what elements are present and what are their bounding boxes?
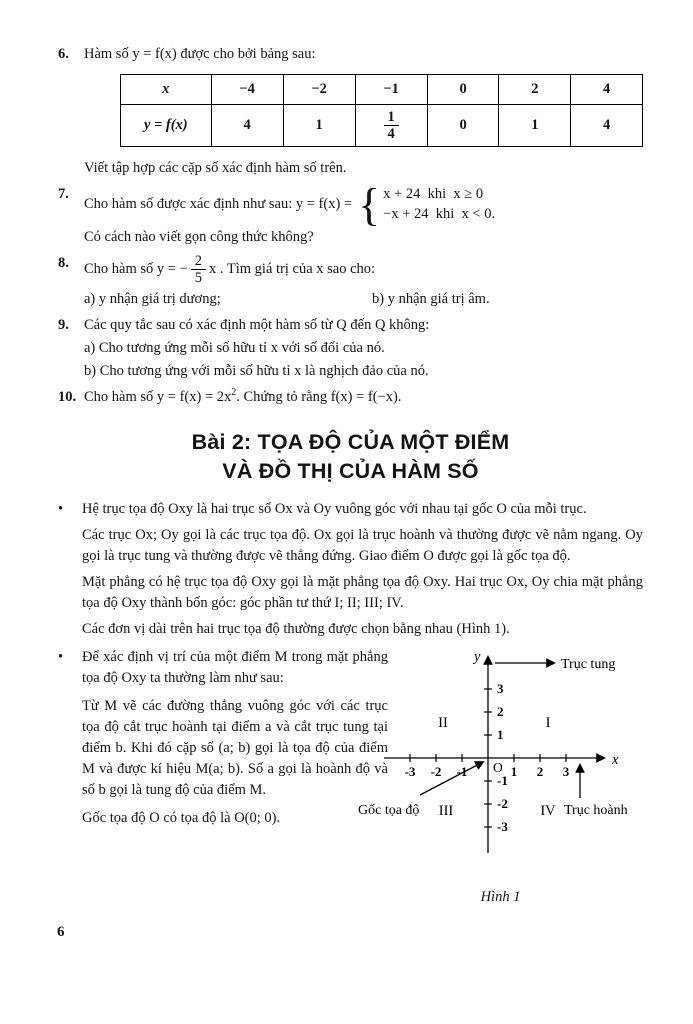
problem-text: . Chứng tỏ rằng f(x) = f(−x). [236, 389, 402, 406]
paragraph: Để xác định vị trí của một điểm M trong mặt phẳng tọa độ Oxy ta thường làm như sau: [82, 649, 388, 687]
table-cell: −2 [283, 75, 355, 105]
brace-symbol: { [358, 178, 381, 230]
problem-question: Có cách nào viết gọn công thức không? [84, 228, 314, 245]
goc-toa-do-arrow [420, 762, 483, 795]
problem-10 [58, 387, 643, 408]
problem-number: 9. [58, 317, 69, 334]
fraction-denominator: 4 [387, 126, 395, 143]
figure-wrapper [358, 643, 643, 908]
sub-item-b: b) Cho tương ứng với mỗi số hữu tỉ x là nghịch đảo của nó. [84, 363, 429, 380]
y-tick-label: -3 [497, 819, 508, 835]
piecewise-cases [383, 184, 491, 225]
quadrant-4-label: IV [540, 803, 556, 820]
problem-text: Hàm số y = f(x) được cho bởi bảng sau: [84, 46, 316, 62]
problem-8 [58, 253, 643, 310]
problem-instruction: Viết tập hợp các cặp số xác định hàm số trên. [84, 160, 347, 177]
fraction [384, 109, 399, 142]
table-cell: 4 [211, 105, 283, 147]
problem-number: 6. [58, 46, 69, 62]
truc-hoanh-label: Trục hoành [564, 803, 628, 819]
table-cell: 2 [499, 75, 571, 105]
quadrant-1-label: I [545, 715, 551, 732]
paragraph: Từ M vẽ các đường thẳng vuông góc với các trục tọa độ cắt trục hoành tại điểm a và cắt trục tung tại điểm b. Khi đó cặp số (a; b) gọi là tọa độ của điểm M và được kí hiệu M(a; b). Số a gọi là hoành độ và số b gọi là tung độ của điểm M. [82, 698, 388, 799]
problem-7 [58, 178, 643, 248]
bullet-icon: • [58, 500, 64, 517]
heading-line-1: Bài 2: TỌA ĐỘ CỦA MỘT ĐIỂM [191, 430, 510, 455]
heading-line-2: VÀ ĐỒ THỊ CỦA HÀM SỐ [222, 458, 479, 483]
y-tick-label: -1 [497, 773, 508, 789]
problem-body [84, 315, 643, 382]
paragraph: Các trục Ox; Oy gọi là các trục tọa độ. Ox gọi là trục hoành và thường được vẽ nằm ngang. Oy gọi là trục tung và thường được vẽ thẳng đứng. Giao điểm O được gọi là gốc tọa độ. [82, 526, 643, 564]
table-cell: 0 [427, 75, 499, 105]
paragraph: Các đơn vị dài trên hai trục tọa độ thường được chọn bằng nhau (Hình 1). [82, 621, 510, 638]
section-heading [58, 428, 643, 485]
fraction-numerator: 1 [384, 109, 399, 126]
y-tick-label: -2 [497, 796, 508, 812]
problem-body [84, 253, 643, 310]
y-tick-label: 2 [497, 704, 504, 720]
coordinate-plane-figure [358, 643, 643, 878]
table-cell: 4 [571, 105, 643, 147]
table-cell: 4 [571, 75, 643, 105]
origin-label: O [493, 760, 503, 776]
bullet-icon: • [58, 649, 64, 666]
truc-tung-label: Trục tung [561, 657, 616, 673]
function-table [120, 74, 643, 147]
table-cell: 1 [499, 105, 571, 147]
sub-item-b: b) y nhận giá trị âm. [372, 291, 490, 308]
problem-number: 8. [58, 254, 69, 271]
sub-items [84, 289, 643, 310]
table-cell: 1 [283, 105, 355, 147]
sub-item-a: a) Cho tương ứng mỗi số hữu tỉ x với số đối của nó. [84, 340, 385, 357]
table-row [121, 105, 643, 147]
theory-text [82, 647, 388, 908]
x-tick-label: -3 [404, 764, 416, 780]
y-tick-label: 3 [497, 681, 504, 697]
x-axis-label: x [612, 752, 619, 769]
quadrant-3-label: III [438, 803, 454, 820]
problem-text: Cho hàm số y = − [84, 260, 188, 277]
problem-text: Cho hàm số được xác định như sau: y = f(x) = [84, 195, 353, 212]
y-axis-label: y [474, 649, 481, 666]
x-tick-label: -1 [456, 764, 468, 780]
two-column-section [58, 647, 643, 908]
goc-toa-do-label: Gốc tọa độ [358, 803, 420, 819]
theory-bullet-2 [58, 647, 388, 908]
problem-number: 7. [58, 186, 69, 203]
quadrant-2-label: II [438, 715, 448, 732]
fraction-denominator: 5 [194, 269, 203, 286]
table-cell: 0 [427, 105, 499, 147]
theory-bullet-1 [58, 499, 643, 645]
problem-9 [58, 315, 643, 382]
problem-text: x . Tìm giá trị của x sao cho: [209, 260, 376, 277]
table-cell: −1 [355, 75, 427, 105]
table-cell-fraction [355, 105, 427, 147]
table-header-cell: x [121, 75, 212, 105]
problem-number: 10. [58, 389, 77, 406]
problem-text: Các quy tắc sau có xác định một hàm số từ Q đến Q không: [84, 317, 430, 334]
problem-6 [58, 44, 643, 179]
problem-body [84, 178, 643, 248]
theory-text [82, 499, 643, 645]
formula-line [84, 253, 643, 286]
table-cell: −4 [211, 75, 283, 105]
exponent: 2 [231, 387, 237, 399]
x-tick-label: 1 [510, 764, 518, 780]
problem-text: Cho hàm số y = f(x) = 2x [84, 389, 232, 406]
page-number: 6 [57, 924, 65, 940]
problem-body [84, 44, 643, 179]
figure-column [358, 647, 643, 908]
punctuation: . [491, 205, 496, 222]
paragraph: Mặt phẳng có hệ trục tọa độ Oxy gọi là mặt phẳng tọa độ Oxy. Hai trục Ox, Oy chia mặt phẳng tọa độ Oxy thành bốn góc: góc phần tư thứ I; II; III; IV. [82, 573, 643, 611]
paragraph: Hệ trục tọa độ Oxy là hai trục số Ox và Oy vuông góc với nhau tại gốc O của mỗi trục. [82, 500, 587, 517]
x-tick-label: 2 [536, 764, 544, 780]
sub-item-a: a) y nhận giá trị dương; [84, 291, 221, 308]
piecewise-formula [84, 178, 643, 230]
x-tick-label: 3 [562, 764, 570, 780]
paragraph: Gốc tọa độ O có tọa độ là O(0; 0). [82, 810, 281, 827]
fraction [191, 253, 206, 286]
y-tick-label: 1 [497, 727, 504, 743]
case-line: −x + 24 khi x < 0 [383, 206, 492, 223]
table-row [121, 75, 643, 105]
table-header-cell: y = f(x) [121, 105, 212, 147]
case-line: x + 24 khi x ≥ 0 [383, 186, 484, 203]
figure-caption: Hình 1 [480, 889, 521, 906]
problem-body [84, 387, 643, 408]
fraction-numerator: 2 [191, 253, 206, 270]
x-tick-label: -2 [430, 764, 442, 780]
